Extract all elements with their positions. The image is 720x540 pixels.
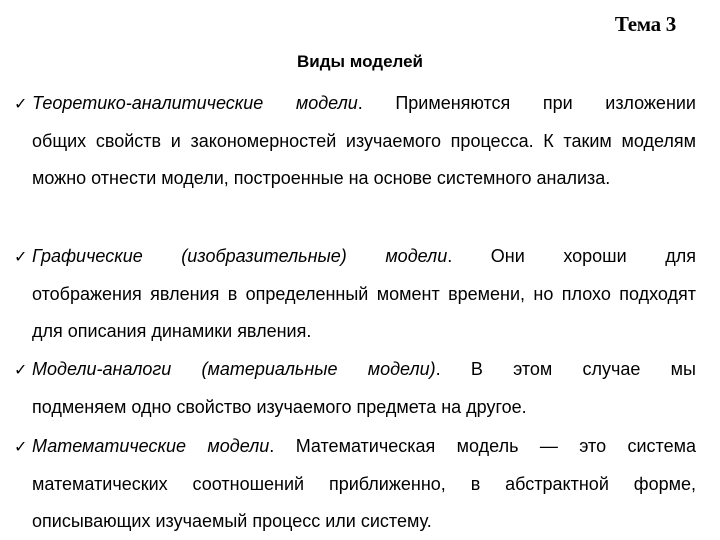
page-title: Виды моделей (297, 52, 423, 71)
list-item (14, 428, 696, 540)
list-item (14, 351, 696, 426)
item-text: математических соотношений приближенно, в абстрактной форме, описывающих изучаемый процесс или систему. (32, 474, 696, 531)
item-term: Модели-аналоги (материальные модели) (32, 359, 436, 379)
item-term: Теоретико-аналитические модели (32, 93, 358, 113)
item-term: Графические (изобразительные) модели (32, 246, 448, 266)
list-item (14, 85, 696, 197)
checkmark-icon: ✓ (14, 439, 28, 456)
item-first-line: . Математическая модель — это система (269, 436, 697, 456)
checkmark-icon: ✓ (14, 249, 28, 266)
item-first-line: . Применяются при изложении (357, 93, 696, 113)
item-first-line: . Они хороши для (447, 246, 696, 266)
item-term: Математические модели (32, 436, 270, 456)
item-text: подменяем одно свойство изучаемого предмета на другое. (32, 397, 527, 417)
item-first-line: . В этом случае мы (435, 359, 696, 379)
list-item (14, 238, 696, 350)
item-text: отображения явления в определенный момент времени, но плохо подходят для описания динамики явления. (32, 284, 696, 341)
checkmark-icon: ✓ (14, 362, 28, 379)
item-text: общих свойств и закономерностей изучаемого процесса. К таким моделям можно отнести модели, построенные на основе системного анализа. (32, 131, 696, 188)
topic-label: Тема 3 (614, 12, 676, 36)
checkmark-icon: ✓ (14, 96, 28, 113)
